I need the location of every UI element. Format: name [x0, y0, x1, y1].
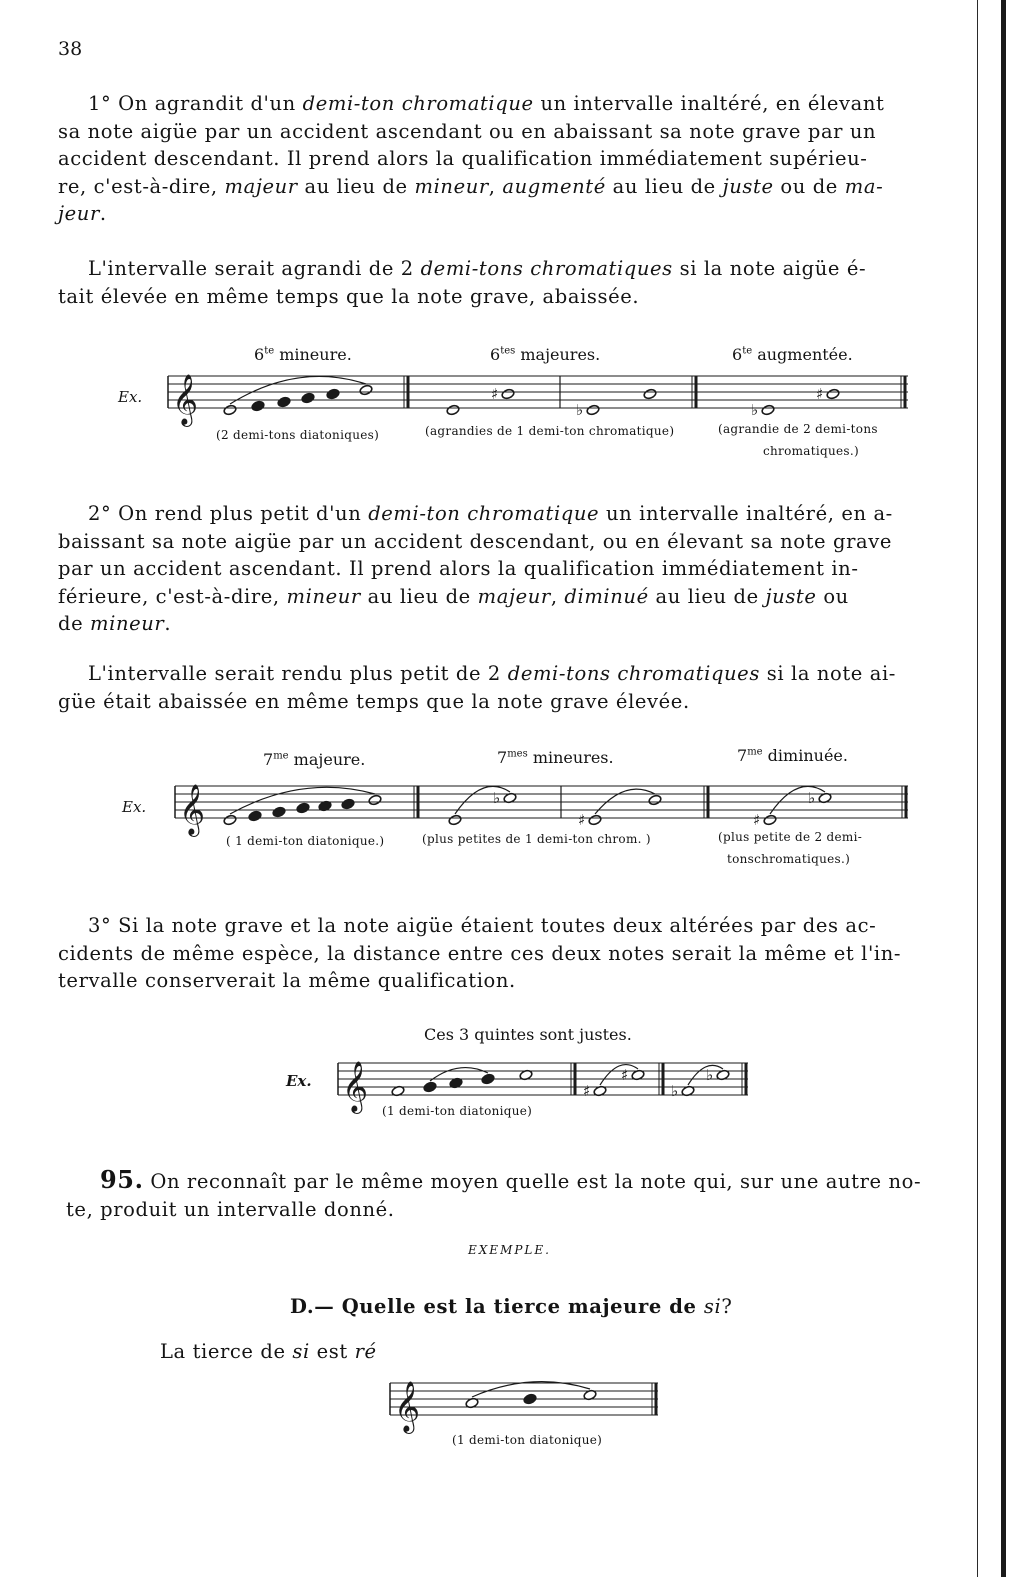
para6-line-1: On reconnaît par le même moyen quelle est la note qui, sur une autre no-	[143, 1170, 922, 1193]
flat-icon: ♭	[576, 401, 584, 419]
filled-note	[251, 400, 265, 412]
question-note: si	[703, 1295, 722, 1318]
section-number: 95.	[100, 1165, 144, 1194]
example-heading: EXEMPLE.	[468, 1243, 551, 1257]
answer-note-2: ré	[354, 1340, 377, 1363]
whole-note	[368, 794, 382, 806]
ex1-label-2: $6^{tes}$ majeures.	[490, 345, 601, 364]
treble-clef-icon: 𝄞	[342, 1061, 369, 1112]
whole-note	[761, 404, 775, 416]
text-run: tait élevée en même temps que la note grave, abaissée.	[58, 284, 640, 308]
whole-note	[763, 814, 777, 826]
para1-line-1	[58, 90, 958, 118]
para3-line-3	[58, 555, 958, 583]
italic-term: diminué	[564, 584, 649, 608]
ex1-label-3: $6^{te}$ augmentée.	[732, 345, 853, 364]
italic-term: demi-ton chromatique	[368, 502, 600, 525]
para4-line-2	[58, 688, 958, 716]
para1-line-3	[58, 145, 958, 173]
para1-line-5	[58, 200, 958, 228]
answer-line	[160, 1338, 377, 1366]
question-prefix: D.— Quelle est la tierce majeure de	[290, 1295, 704, 1318]
para5-line-1	[58, 912, 958, 940]
italic-term: majeur	[477, 584, 551, 608]
text-run: accident descendant. Il prend alors la qualification immédiatement supérieu-	[58, 147, 868, 170]
ex2-caption-1: ( 1 demi-ton diatonique.)	[226, 834, 385, 848]
sharp-icon: ♯	[816, 385, 824, 403]
italic-term: mineur	[414, 174, 489, 198]
text-run: ou de	[773, 174, 845, 198]
treble-clef-icon: 𝄞	[179, 784, 206, 835]
para2-line-2	[58, 283, 958, 311]
text-run: si la note ai-	[759, 662, 896, 685]
text-run: baissant sa note aigüe par un accident descendant, ou en élevant sa note grave	[58, 529, 892, 553]
answer-prefix: La tierce de	[160, 1340, 293, 1363]
text-run: güe était abaissée en même temps que la note grave élevée.	[58, 689, 690, 713]
paragraph-3	[58, 500, 958, 638]
flat-icon: ♭	[671, 1082, 679, 1100]
ex2-caption-4: tonschromatiques.)	[727, 852, 851, 866]
para2-line-1	[58, 255, 958, 283]
filled-note	[272, 806, 286, 818]
text-run: au lieu de	[360, 584, 478, 608]
italic-term: augmenté	[502, 174, 606, 198]
ex1-caption-1: (2 demi-tons diatoniques)	[216, 428, 380, 442]
ex2-caption-3: (plus petite de 2 demi-	[718, 830, 863, 844]
ex3-caption: (1 demi-ton diatonique)	[382, 1104, 533, 1118]
ex1-ex-label: Ex.	[118, 388, 143, 406]
text-run: de	[58, 612, 91, 635]
text-run: cidents de même espèce, la distance entre ces deux notes serait la même et l'in-	[58, 941, 902, 965]
ex2-ex-label: Ex.	[122, 798, 147, 816]
answer-note-1: si	[292, 1340, 310, 1363]
text-run: ,	[488, 174, 503, 198]
ex2-caption-2: (plus petites de 1 demi-ton chrom. )	[422, 832, 651, 846]
ex2-staff	[175, 778, 910, 835]
whole-note	[223, 814, 237, 826]
sharp-icon: ♯	[753, 811, 761, 829]
whole-note	[359, 384, 373, 396]
ex4-caption: (1 demi-ton diatonique)	[452, 1433, 603, 1447]
page-edge-line	[977, 0, 978, 1577]
italic-term: juste	[722, 174, 774, 198]
page-number: 38	[58, 38, 83, 60]
text-run: un intervalle inaltéré, en a-	[599, 502, 893, 525]
ex1-label-1: $6^{te}$ mineure.	[254, 345, 352, 364]
ex3-title: Ces 3 quintes sont justes.	[424, 1025, 632, 1044]
para1-line-2	[58, 118, 958, 146]
text-run: si la note aigüe é-	[672, 257, 867, 280]
sharp-icon: ♯	[578, 811, 586, 829]
para3-line-5	[58, 610, 958, 638]
italic-term: demi-tons chromatiques	[507, 662, 760, 685]
ex3-ex-label: Ex.	[286, 1072, 312, 1090]
filled-note	[248, 810, 262, 822]
whole-note	[501, 388, 515, 400]
para6-line-2: te, produit un intervalle donné.	[66, 1197, 395, 1221]
para3-line-1	[58, 500, 958, 528]
text-run: .	[164, 612, 172, 635]
flat-icon: ♭	[751, 401, 759, 419]
text-run: ou	[816, 584, 849, 608]
whole-note	[223, 404, 237, 416]
text-run: 1° On agrandit d'un	[88, 92, 303, 115]
text-run: L'intervalle serait rendu plus petit de 2	[88, 662, 508, 685]
question-line	[290, 1293, 732, 1321]
italic-term: ma-	[844, 174, 884, 198]
ex2-label-1: $7^{me}$ majeure.	[263, 750, 366, 769]
para4-line-1	[58, 660, 958, 688]
flat-icon: ♭	[808, 789, 816, 807]
whole-note	[648, 794, 662, 806]
italic-term: demi-ton chromatique	[302, 92, 534, 115]
paragraph-2	[58, 255, 958, 310]
filled-note	[523, 1393, 537, 1405]
filled-note	[301, 392, 315, 404]
italic-term: mineur	[90, 612, 165, 635]
text-run: re, c'est-à-dire,	[58, 174, 225, 198]
text-run: par un accident ascendant. Il prend alors la qualification immédiatement in-	[58, 557, 859, 580]
sharp-icon: ♯	[621, 1066, 629, 1084]
paragraph-5	[58, 912, 958, 995]
whole-note	[643, 388, 657, 400]
italic-term: mineur	[286, 584, 361, 608]
ex1-caption-3: (agrandie de 2 demi-tons	[718, 422, 878, 436]
ex1-staff	[168, 368, 910, 425]
filled-note	[481, 1073, 495, 1085]
italic-term: demi-tons chromatiques	[420, 257, 673, 280]
text-run: au lieu de	[605, 174, 723, 198]
text-run: au lieu de	[648, 584, 766, 608]
italic-term: majeur	[224, 174, 298, 198]
paragraph-1	[58, 90, 958, 228]
page-edge-shadow	[1001, 0, 1006, 1577]
whole-note	[588, 814, 602, 826]
sharp-icon: ♯	[491, 385, 499, 403]
flat-icon: ♭	[706, 1066, 714, 1084]
text-run: au lieu de	[297, 174, 415, 198]
ex1-caption-2: (agrandies de 1 demi-ton chromatique)	[425, 424, 675, 438]
text-run: tervalle conserverait la même qualification.	[58, 969, 516, 992]
ex2-label-3: $7^{me}$ diminuée.	[737, 746, 848, 765]
paragraph-4	[58, 660, 958, 715]
flat-icon: ♭	[493, 789, 501, 807]
filled-note	[341, 798, 355, 810]
question-suffix: ?	[721, 1295, 733, 1318]
whole-note	[826, 388, 840, 400]
filled-note	[423, 1081, 437, 1093]
italic-term: juste	[765, 584, 817, 608]
ex2-label-2: $7^{mes}$ mineures.	[497, 748, 614, 767]
text-run: 2° On rend plus petit d'un	[88, 502, 369, 525]
answer-mid: est	[309, 1340, 355, 1363]
text-run: un intervalle inaltéré, en élevant	[533, 92, 885, 115]
treble-clef-icon: 𝄞	[394, 1381, 421, 1432]
text-run: 3° Si la note grave et la note aigüe étaient toutes deux altérées par des ac-	[88, 914, 877, 937]
text-run: sa note aigüe par un accident ascendant ou en abaissant sa note grave par un	[58, 119, 877, 143]
text-run: ,	[550, 584, 565, 608]
treble-clef-icon: 𝄞	[172, 374, 199, 425]
whole-note	[586, 404, 600, 416]
text-run: L'intervalle serait agrandi de 2	[88, 257, 421, 280]
text-run: férieure, c'est-à-dire,	[58, 584, 287, 608]
para5-line-2	[58, 940, 958, 968]
para3-line-2	[58, 528, 958, 556]
text-run: .	[99, 202, 107, 225]
filled-note	[326, 388, 340, 400]
ex1-caption-4: chromatiques.)	[763, 444, 859, 458]
whole-note	[448, 814, 462, 826]
whole-note	[446, 404, 460, 416]
para5-line-3	[58, 967, 958, 995]
filled-note	[296, 802, 310, 814]
paragraph-95	[58, 1166, 958, 1223]
italic-term: jeur	[58, 202, 100, 225]
filled-note	[277, 396, 291, 408]
ex4-staff	[390, 1375, 660, 1432]
para3-line-4	[58, 583, 958, 611]
para1-line-4	[58, 173, 958, 201]
sharp-icon: ♯	[583, 1082, 591, 1100]
